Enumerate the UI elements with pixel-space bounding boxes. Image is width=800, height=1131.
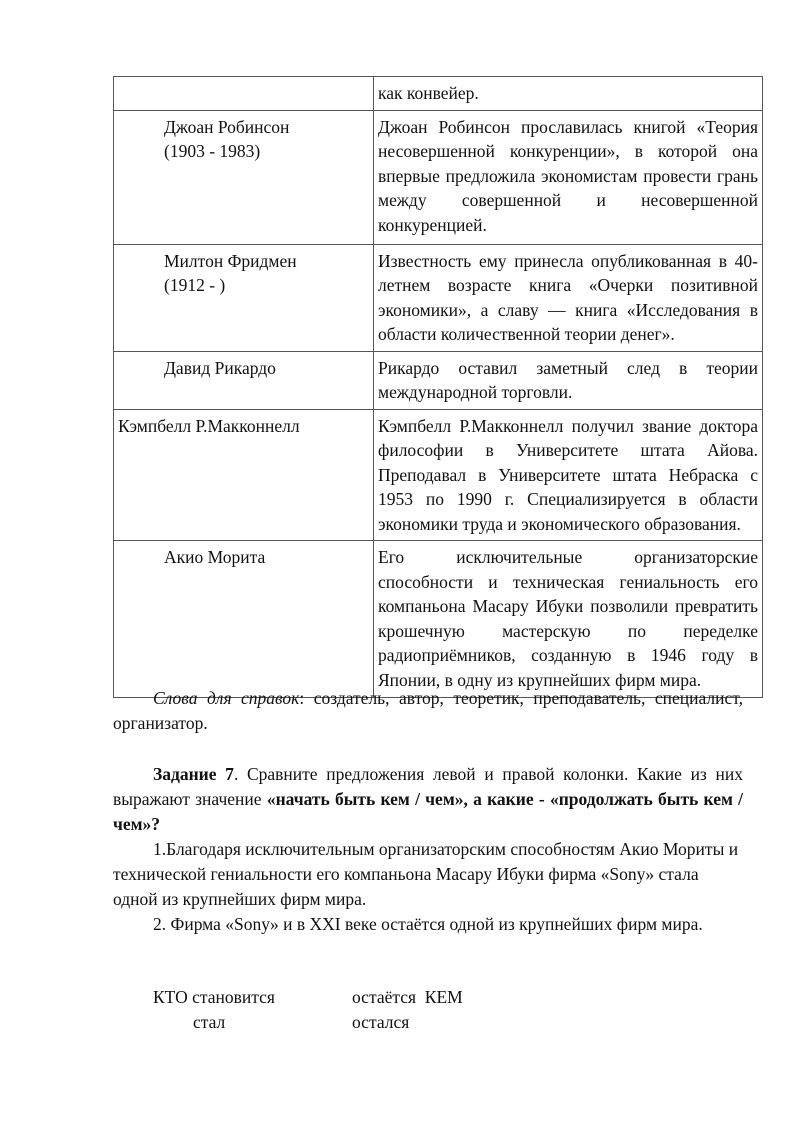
name-cell [114, 351, 374, 409]
name-cell [114, 409, 374, 541]
name-cell [114, 110, 374, 244]
economist-name: Джоан Робинсон [164, 116, 290, 137]
economist-name: Давид Рикардо [164, 357, 276, 378]
table-row [114, 244, 763, 351]
economists-table [113, 76, 763, 698]
desc-cell: Рикардо оставил заметный след в теории международной торговли. [374, 351, 763, 409]
table-row [114, 351, 763, 409]
economist-years: (1912 - ) [164, 275, 226, 295]
table-row [114, 409, 763, 541]
task-intro: . Сравните предложения левой и правой колонки. Какие из них выражают значение [113, 764, 743, 809]
name-cell [114, 244, 374, 351]
grammar-left-top: КТО становится [153, 987, 275, 1007]
reference-label: Слова для справок [153, 688, 300, 708]
sentence-2: 2. Фирма «Sony» и в XXI веке остаётся одной из крупнейших фирм мира. [153, 914, 703, 934]
grammar-right-top: остаётся КЕМ [352, 987, 463, 1007]
grammar-right-bottom: остался [352, 1012, 410, 1032]
desc-cell: Его исключительные организаторские способности и техническая гениальность его компаньона Масару Ибуки позволили превратить крошечную мастерскую по переделке радиоприёмников, созданную в 1946 году в Японии, в одну из крупнейших фирм мира. [374, 541, 763, 698]
name-cell [114, 541, 374, 698]
grammar-left-bottom: стал [193, 1012, 226, 1032]
task-bold-phrase: «начать быть кем / чем», а какие - «продолжать быть кем / чем»? [113, 789, 743, 834]
table-row [114, 77, 763, 111]
table-row [114, 110, 763, 244]
desc-cell: Известность ему принесла опубликованная в 40-летнем возрасте книга «Очерки позитивной экономики», а славу — книга «Исследования в области количественной теории денег». [374, 244, 763, 351]
table-row [114, 541, 763, 698]
economist-name: Милтон Фридмен [164, 250, 297, 271]
name-cell [114, 77, 374, 111]
reference-list: : создатель, автор, теоретик, преподаватель, специалист, организатор. [113, 688, 744, 733]
economist-name: Акио Морита [164, 547, 266, 567]
economist-years: (1903 - 1983) [164, 141, 261, 161]
task-title: Задание 7 [153, 764, 234, 784]
reference-words [113, 686, 743, 736]
desc-cell: как конвейер. [374, 77, 763, 111]
sentence-1: 1.Благодаря исключительным организаторским способностям Акио Мориты и технической гениальности его компаньона Масару Ибуки фирма «Sony» стала одной из крупнейших фирм мира. [113, 839, 739, 909]
desc-cell: Джоан Робинсон прославилась книгой «Теория несовершенной конкуренции», в которой она впервые предложила экономистам провести грань между совершенной и несовершенной конкуренцией. [374, 110, 763, 244]
task-7-heading [113, 762, 743, 837]
desc-cell: Кэмпбелл Р.Макконнелл получил звание доктора философии в Университете штата Айова. Преподавал в Университете штата Небраска с 1953 по 1990 г. Специализируется в области экономики труда и экономического образования. [374, 409, 763, 541]
economist-name: Кэмпбелл Р.Макконнелл [118, 415, 300, 436]
